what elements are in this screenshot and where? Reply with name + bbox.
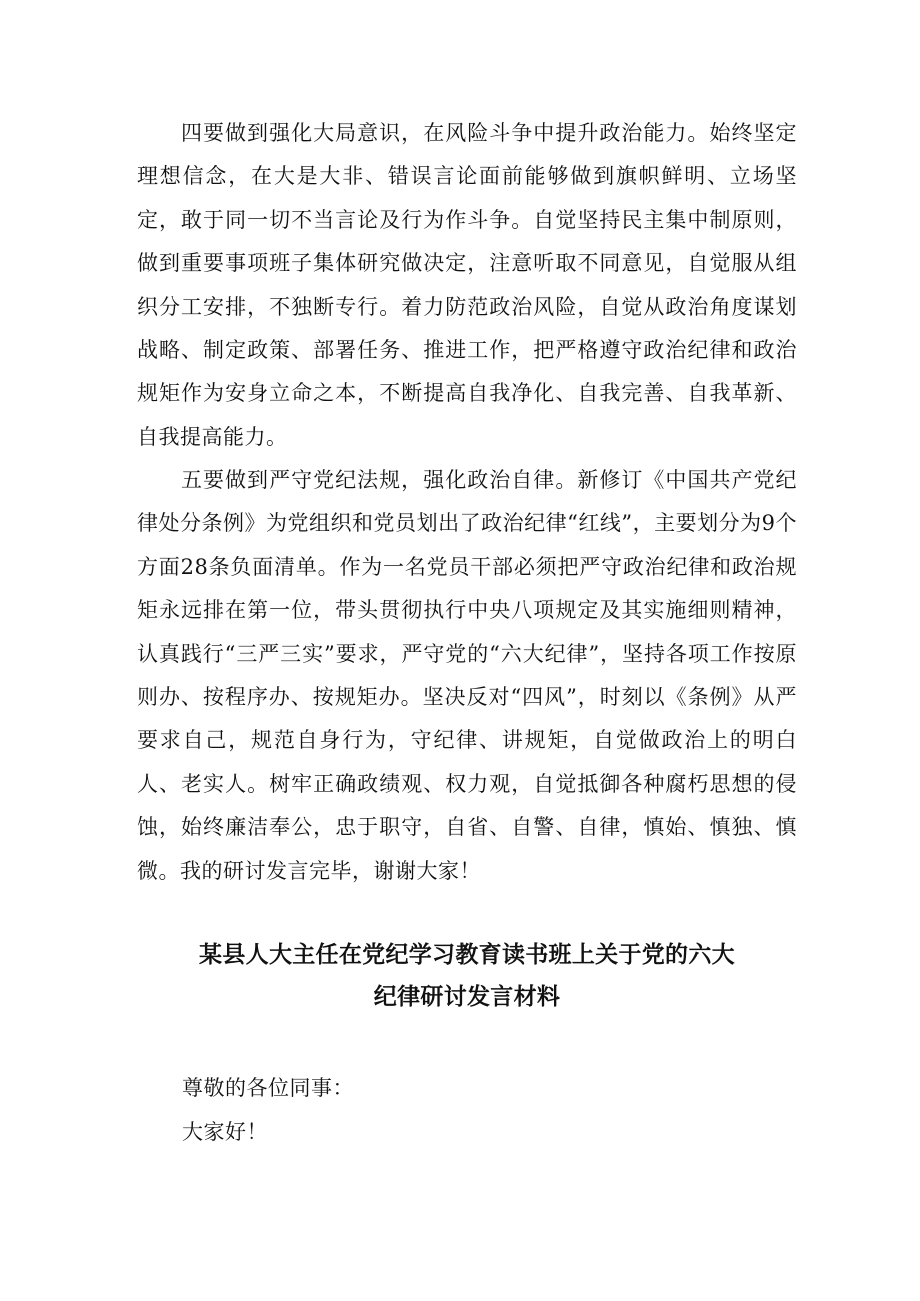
document-title-line-2: 纪律研讨发言材料	[373, 984, 561, 1010]
document-title-line-1: 某县人大主任在党纪学习教育读书班上关于党的六大	[199, 942, 735, 968]
body-paragraph-four: 四要做到强化大局意识，在风险斗争中提升政治能力。始终坚定理想信念，在大是大非、错误言论面前能够做到旗帜鲜明、立场坚定，敢于同一切不当言论及行为作斗争。自觉坚持民主集中制原则，做到重要事项班子集体研究做决定，注意听取不同意见，自觉服从组织分工安排，不独断专行。着力防范政治风险，自觉从政治角度谋划战略、制定政策、部署任务、推进工作，把严格遵守政治纪律和政治规矩作为安身立命之本，不断提高自我净化、自我完善、自我革新、自我提高能力。	[137, 121, 797, 449]
salutation: 尊敬的各位同事：	[182, 1076, 354, 1100]
body-paragraph-five: 五要做到严守党纪法规，强化政治自律。新修订《中国共产党纪律处分条例》为党组织和党员划出了政治纪律“红线”，主要划分为9个方面28条负面清单。作为一名党员干部必须把严守政治纪律和政治规矩永远排在第一位，带头贯彻执行中央八项规定及其实施细则精神，认真践行“三严三实”要求，严守党的“六大纪律”，坚持各项工作按原则办、按程序办、按规矩办。坚决反对“四风”，时刻以《条例》从严要求自己，规范自身行为，守纪律、讲规矩，自觉做政治上的明白人、老实人。树牢正确政绩观、权力观，自觉抵御各种腐朽思想的侵蚀，始终廉洁奉公，忠于职守，自省、自警、自律，慎始、慎独、慎微。我的研讨发言完毕，谢谢大家！	[137, 468, 797, 883]
greeting: 大家好！	[182, 1120, 268, 1144]
